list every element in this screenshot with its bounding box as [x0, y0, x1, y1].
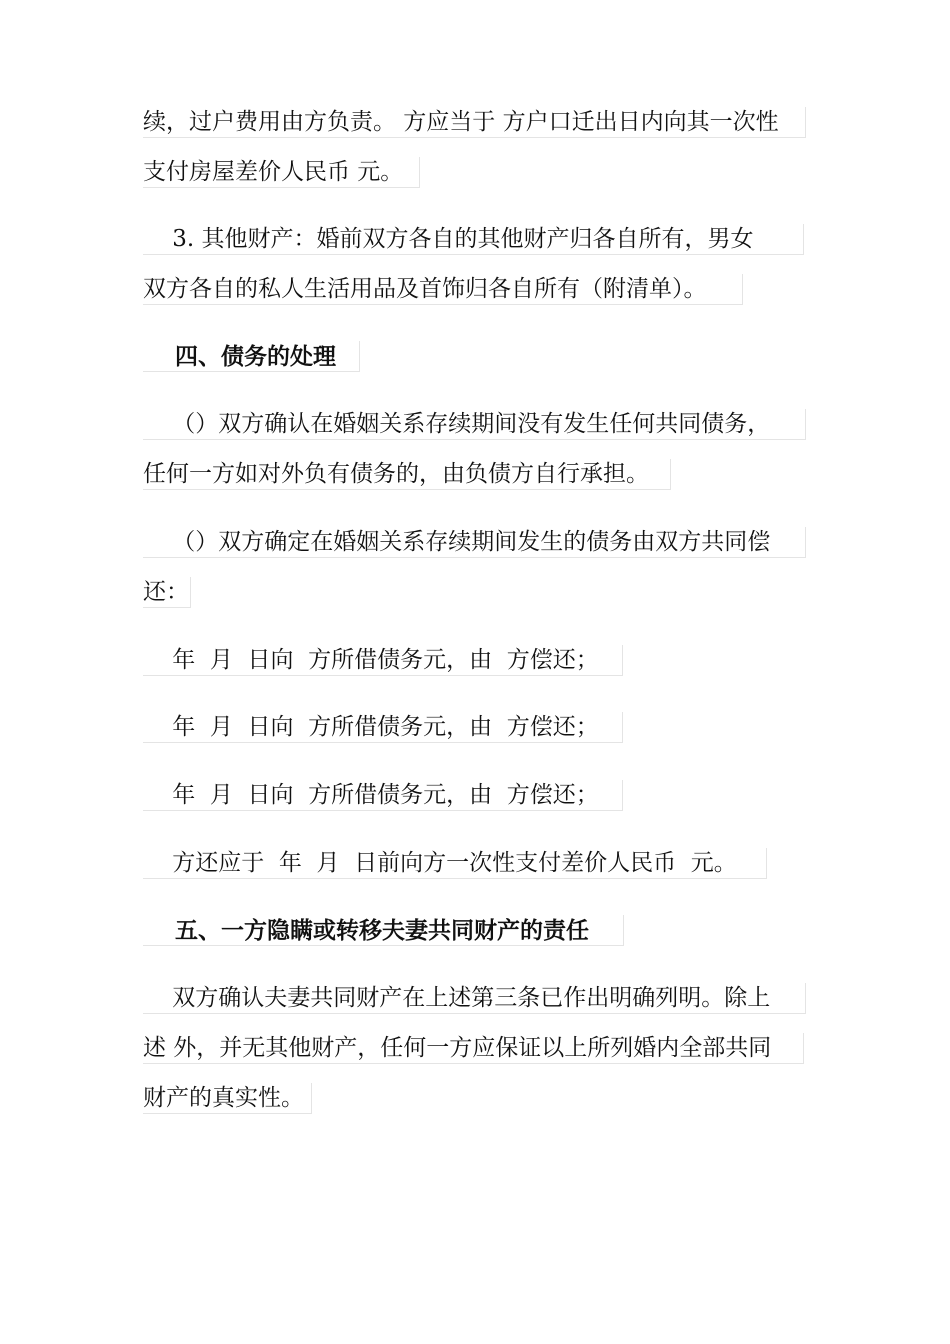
- section-heading: 五、一方隐瞒或转移夫妻共同财产的责任: [143, 915, 624, 946]
- text-line: 财产的真实性。: [143, 1083, 312, 1114]
- text-line: 方还应于 年 月 日前向方一次性支付差价人民币 元。: [143, 848, 767, 879]
- text-line: 双方确认夫妻共同财产在上述第三条已作出明确列明。除上: [143, 983, 806, 1014]
- text-line: （）双方确认在婚姻关系存续期间没有发生任何共同债务，: [143, 409, 806, 440]
- text-line: （）双方确定在婚姻关系存续期间发生的债务由双方共同偿: [143, 527, 806, 558]
- text-line: 任何一方如对外负有债务的，由负债方自行承担。: [143, 459, 671, 490]
- text-line: 3. 其他财产：婚前双方各自的其他财产归各自所有，男女: [143, 224, 804, 255]
- section-heading: 四、债务的处理: [143, 341, 360, 372]
- text-line: 续，过户费用由方负责。 方应当于 方户口迁出日内向其一次性: [143, 107, 806, 138]
- text-line: 年 月 日向 方所借债务元，由 方偿还；: [143, 645, 623, 676]
- text-line: 年 月 日向 方所借债务元，由 方偿还；: [143, 712, 623, 743]
- text-line: 还：: [143, 577, 191, 608]
- text-line: 述 外，并无其他财产，任何一方应保证以上所列婚内全部共同: [143, 1033, 804, 1064]
- text-line: 双方各自的私人生活用品及首饰归各自所有（附清单）。: [143, 274, 743, 305]
- text-line: 支付房屋差价人民币 元。: [143, 157, 420, 188]
- text-line: 年 月 日向 方所借债务元，由 方偿还；: [143, 780, 623, 811]
